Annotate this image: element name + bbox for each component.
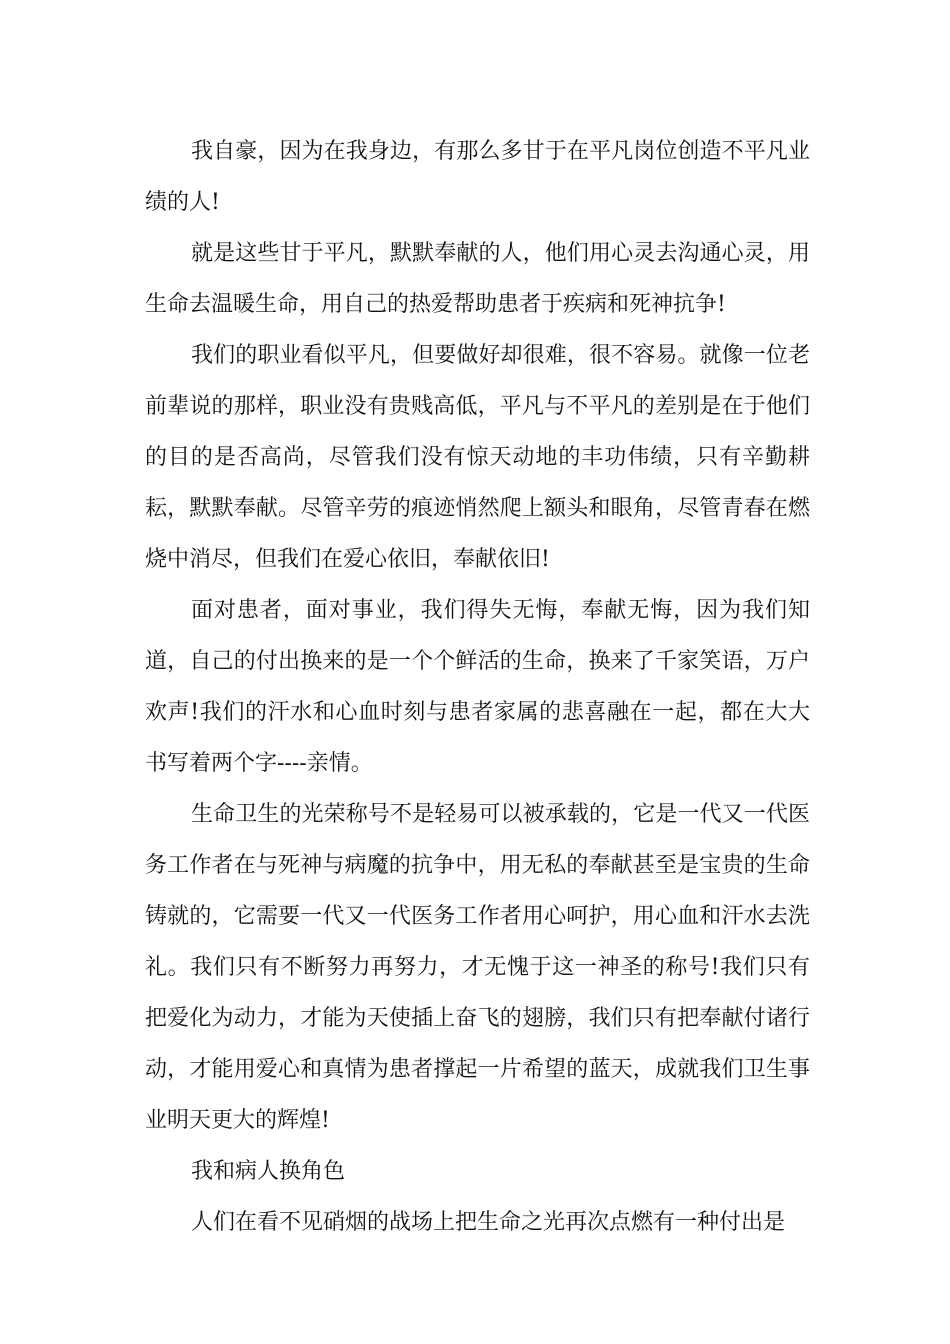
section-heading: 我和病人换角色 xyxy=(191,1159,346,1184)
paragraph-battlefield: 人们在看不见硝烟的战场上把生命之光再次点燃有一种付出是 xyxy=(191,1210,786,1235)
document-body xyxy=(145,126,810,1248)
paragraph-pride: 我自豪，因为在我身边，有那么多甘于在平凡岗位创造不平凡业绩的人! xyxy=(145,139,810,215)
paragraph-dedication: 就是这些甘于平凡，默默奉献的人，他们用心灵去沟通心灵，用生命去温暖生命，用自己的热爱帮助患者于疾病和死神抗争! xyxy=(145,241,810,317)
paragraph-patients: 面对患者，面对事业，我们得失无悔，奉献无悔，因为我们知道，自己的付出换来的是一个个鲜活的生命，换来了千家笑语，万户欢声!我们的汗水和心血时刻与患者家属的悲喜融在一起，都在大大书写着两个字----亲情。 xyxy=(145,598,810,776)
paragraph-profession: 我们的职业看似平凡，但要做好却很难，很不容易。就像一位老前辈说的那样，职业没有贵贱高低，平凡与不平凡的差别是在于他们的目的是否高尚，尽管我们没有惊天动地的丰功伟绩，只有辛勤耕耘，默默奉献。尽管辛劳的痕迹悄然爬上额头和眼角，尽管青春在燃烧中消尽，但我们在爱心依旧，奉献依旧! xyxy=(145,343,810,572)
paragraph-honor: 生命卫生的光荣称号不是轻易可以被承载的，它是一代又一代医务工作者在与死神与病魔的抗争中，用无私的奉献甚至是宝贵的生命铸就的，它需要一代又一代医务工作者用心呵护，用心血和汗水去洗礼。我们只有不断努力再努力，才无愧于这一神圣的称号!我们只有把爱化为动力，才能为天使插上奋飞的翅膀，我们只有把奉献付诸行动，才能用爱心和真情为患者撑起一片希望的蓝天，成就我们卫生事业明天更大的辉煌! xyxy=(145,802,810,1133)
